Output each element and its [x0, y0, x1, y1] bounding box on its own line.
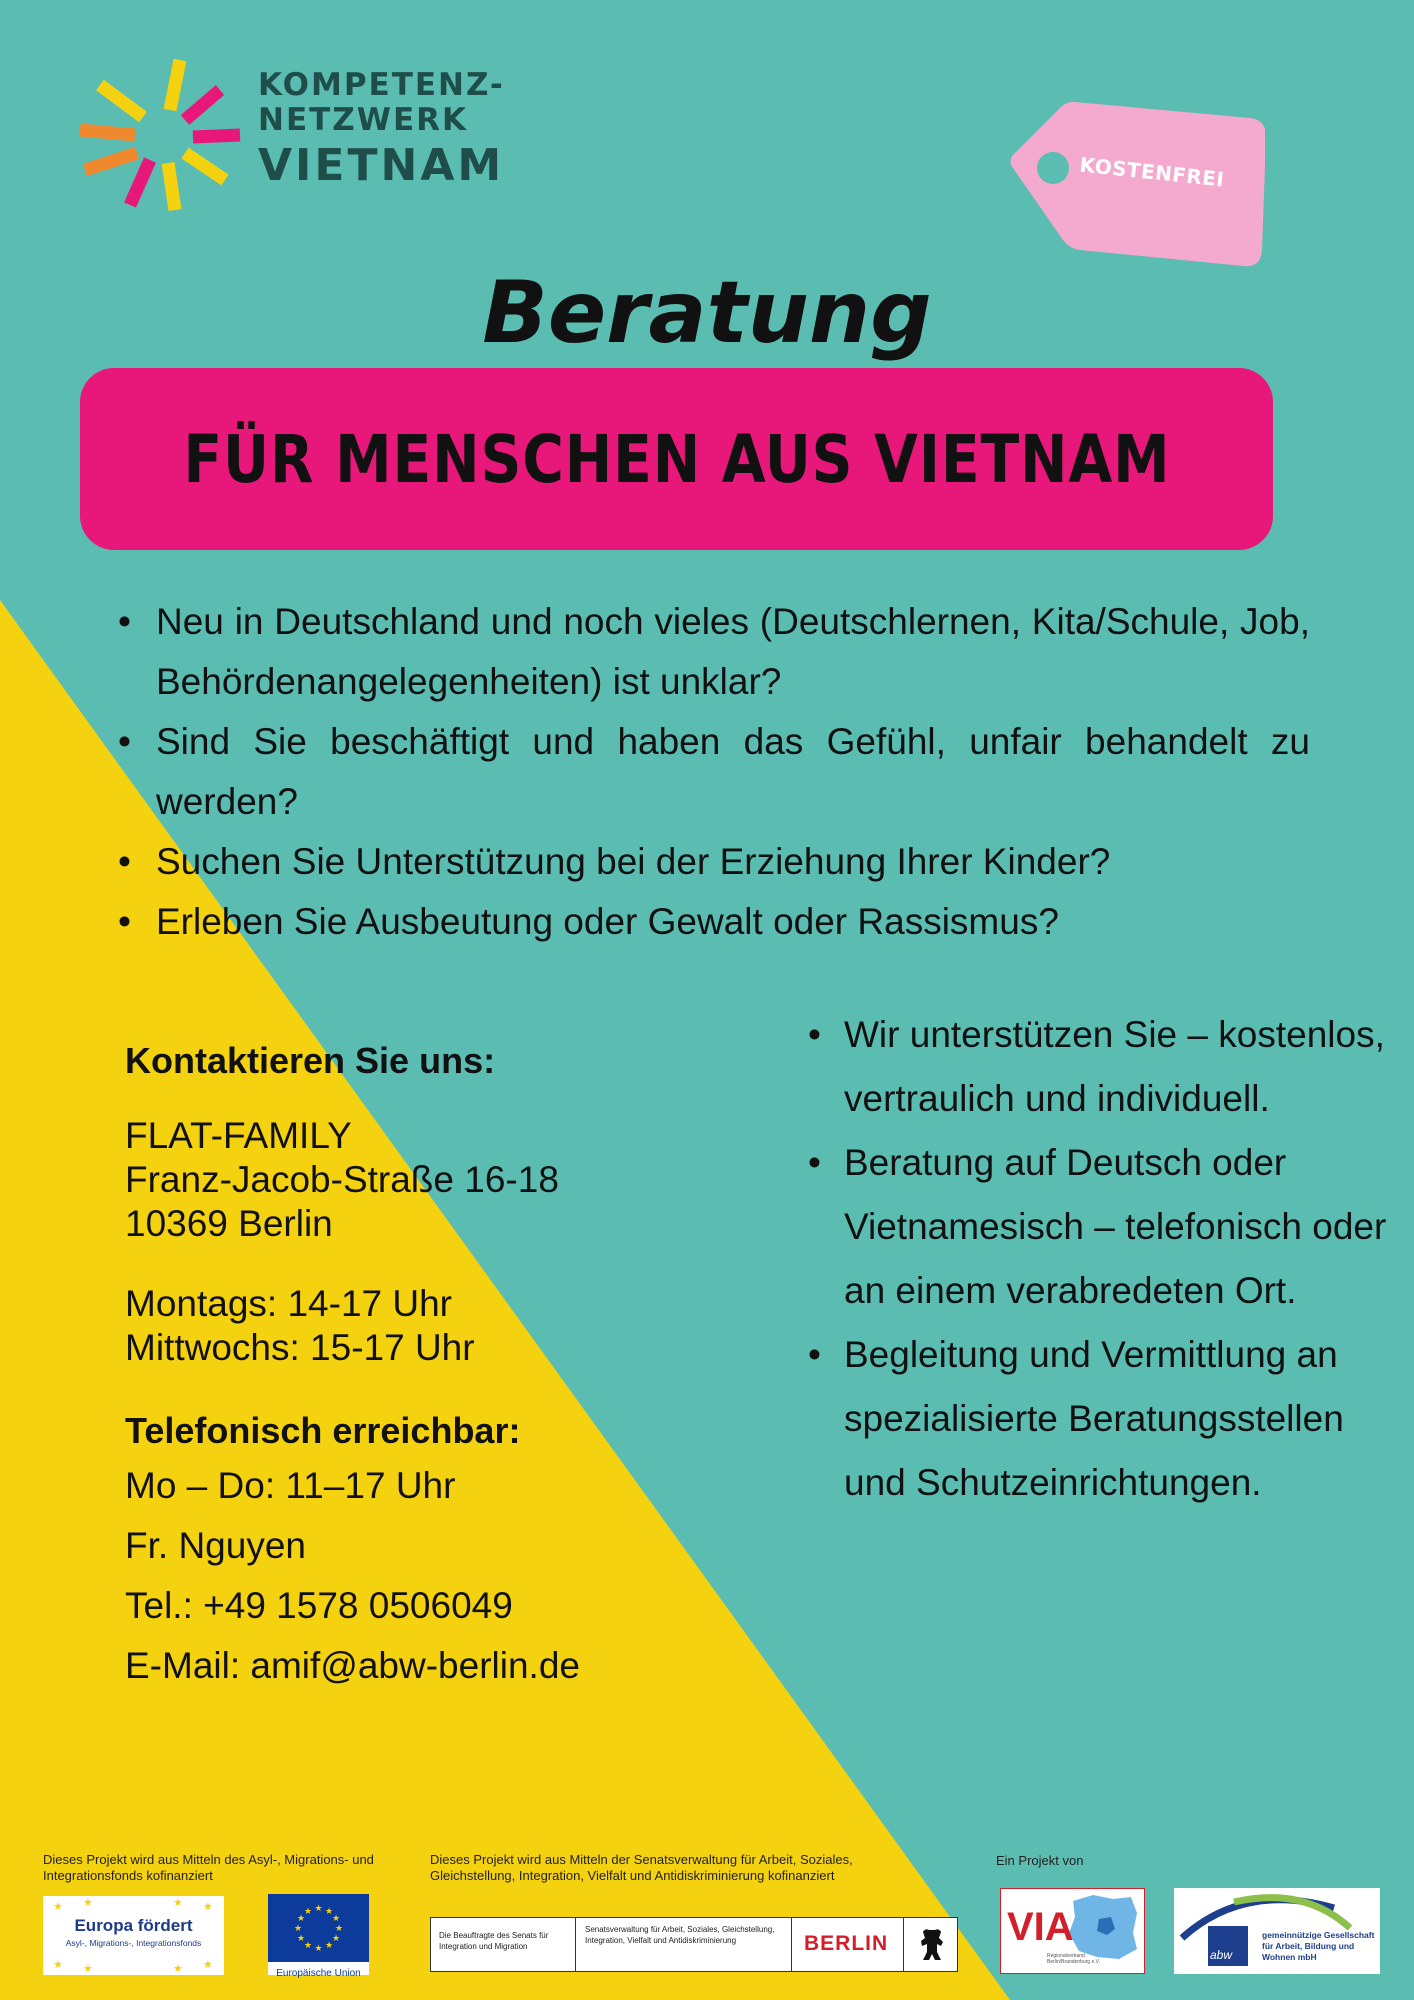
services-list [808, 1003, 1393, 1515]
tag-label: KOSTENFREI [1078, 152, 1226, 192]
berlin-bear-icon [915, 1926, 949, 1964]
svg-text:★: ★ [324, 1907, 334, 1917]
svg-text:★: ★ [83, 1896, 93, 1909]
svg-text:★: ★ [296, 1934, 306, 1944]
eu-stars-icon [43, 1896, 224, 1975]
contact-block [125, 1040, 725, 1696]
phone-hours: Mo – Do: 11–17 Uhr [125, 1465, 456, 1506]
list-item: • Suchen Sie Unterstützung bei der Erziehung Ihrer Kinder? [118, 832, 1310, 892]
svg-text:★: ★ [331, 1934, 341, 1944]
audience-banner-text: FÜR MENSCHEN AUS VIETNAM [182, 420, 1171, 498]
divider [791, 1918, 792, 1971]
eu-flag-label: Europäische Union [276, 1968, 361, 1979]
abw-logo [1174, 1888, 1380, 1974]
logo-wordmark [258, 67, 505, 191]
svg-text:★: ★ [83, 1962, 93, 1975]
list-item: • Erleben Sie Ausbeutung oder Gewalt oder Rassismus? [118, 892, 1310, 952]
footer-note-senat: Dieses Projekt wird aus Mitteln der Senatsverwaltung für Arbeit, Soziales, Gleichstellung, Integration, Vielfalt und Antidiskriminierung kofinanziert [430, 1852, 853, 1883]
via-wordmark: VIA [1007, 1905, 1074, 1949]
svg-text:★: ★ [314, 1944, 323, 1954]
contact-city: 10369 Berlin [125, 1203, 333, 1244]
phone-number[interactable]: Tel.: +49 1578 0506049 [125, 1585, 513, 1626]
contact-heading: Kontaktieren Sie uns: [125, 1040, 496, 1081]
list-item: • Sind Sie beschäftigt und haben das Gefühl, unfair behandelt zu werden? [118, 712, 1310, 832]
logo-line-3: VIETNAM [258, 140, 505, 191]
via-subtitle: Regionalverband Berlin/Brandenburg e.V. [1047, 1953, 1100, 1965]
opening-hours-wednesday: Mittwochs: 15-17 Uhr [125, 1327, 475, 1368]
divider [903, 1918, 904, 1971]
list-item: • Begleitung und Vermittlung an spezialisierte Beratungsstellen und Schutzeinrichtungen. [808, 1323, 1393, 1515]
page-title: Beratung [482, 263, 932, 363]
europa-foerdert-subtitle: Asyl-, Migrations-, Integrationsfonds [65, 1938, 202, 1948]
senatsverwaltung-text: Senatsverwaltung für Arbeit, Soziales, Gleichstellung, Integration, Vielfalt und Antidiskriminierung [585, 1925, 775, 1945]
network-starburst-icon [75, 55, 250, 215]
svg-text:★: ★ [296, 1914, 306, 1924]
svg-text:★: ★ [203, 1900, 213, 1913]
svg-text:★: ★ [203, 1958, 213, 1971]
svg-text:★: ★ [331, 1914, 341, 1924]
footer-note-amif: Dieses Projekt wird aus Mitteln des Asyl-, Migrations- und Integrationsfonds kofinanziert [43, 1852, 374, 1883]
via-logo [1000, 1888, 1145, 1974]
eu-flag-logo [268, 1894, 369, 1979]
svg-text:★: ★ [303, 1907, 313, 1917]
svg-text:★: ★ [53, 1900, 63, 1913]
list-item: • Neu in Deutschland und noch vieles (Deutschlernen, Kita/Schule, Job, Behördenangelegenheiten) ist unklar? [118, 592, 1310, 712]
question-list [118, 592, 1310, 952]
berlin-wordmark: BERLIN [804, 1932, 889, 1955]
email-address[interactable]: E-Mail: amif@abw-berlin.de [125, 1645, 580, 1686]
list-item: • Wir unterstützen Sie – kostenlos, vertraulich und individuell. [808, 1003, 1393, 1131]
senat-berlin-logo [430, 1917, 958, 1972]
svg-text:★: ★ [173, 1962, 183, 1975]
abw-subtitle: gemeinnützige Gesellschaft für Arbeit, Bildung und Wohnen mbH [1262, 1930, 1375, 1962]
divider [575, 1918, 576, 1971]
eu-flag-icon [268, 1894, 369, 1962]
contact-person: Fr. Nguyen [125, 1525, 306, 1566]
opening-hours-monday: Montags: 14-17 Uhr [125, 1283, 453, 1324]
svg-text:★: ★ [173, 1896, 183, 1909]
svg-text:★: ★ [324, 1941, 334, 1951]
svg-text:★: ★ [334, 1924, 344, 1934]
logo-line-2: NETZWERK [258, 102, 469, 138]
svg-text:★: ★ [53, 1958, 63, 1971]
phone-heading: Telefonisch erreichbar: [125, 1410, 521, 1451]
europa-foerdert-logo [43, 1896, 224, 1975]
europa-foerdert-title: Europa fördert [74, 1916, 193, 1935]
logo-line-1: KOMPETENZ- [258, 67, 505, 103]
contact-org: FLAT-FAMILY [125, 1115, 352, 1156]
senat-integration-text: Die Beauftragte des Senats für Integration und Migration [439, 1931, 549, 1951]
list-item: • Beratung auf Deutsch oder Vietnamesisch – telefonisch oder an einem verabredeten Ort. [808, 1131, 1393, 1323]
svg-text:★: ★ [303, 1941, 313, 1951]
svg-text:★: ★ [293, 1924, 303, 1934]
abw-wordmark: abw [1210, 1948, 1233, 1962]
contact-street: Franz-Jacob-Straße 16-18 [125, 1159, 559, 1200]
svg-text:★: ★ [314, 1904, 323, 1914]
footer-note-project: Ein Projekt von [996, 1853, 1084, 1868]
audience-banner [80, 368, 1273, 550]
